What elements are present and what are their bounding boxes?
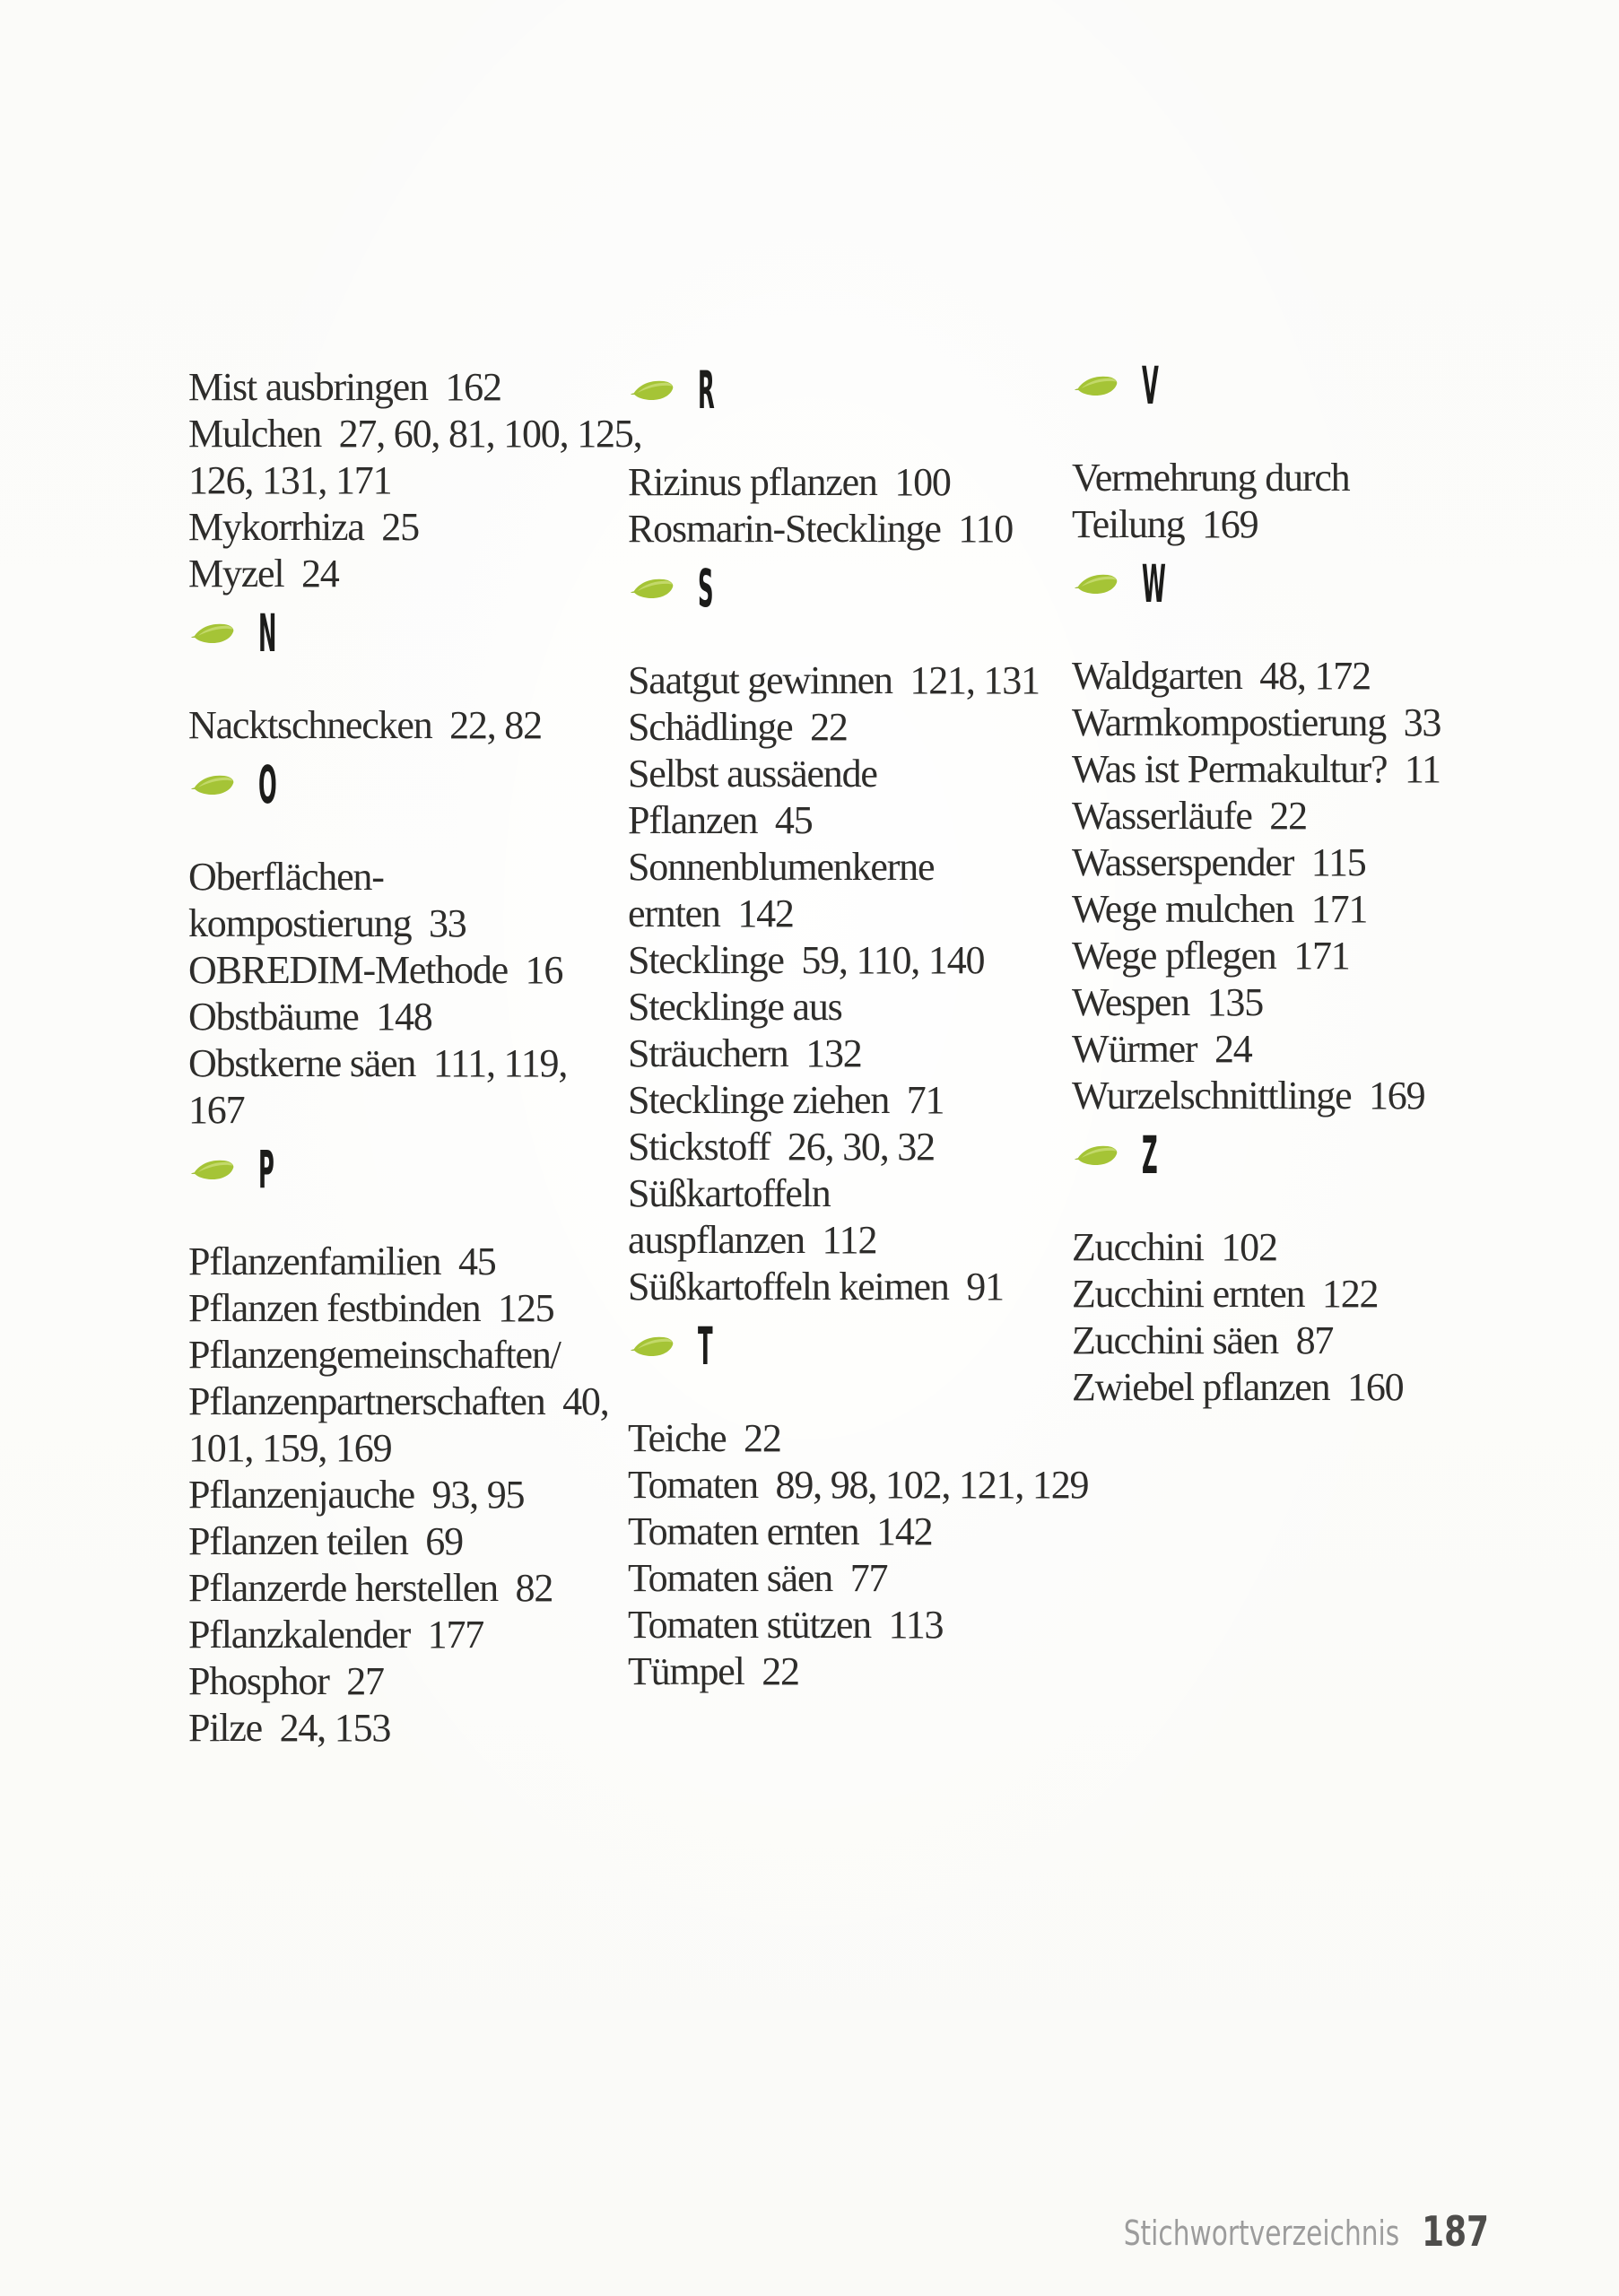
section-letter: R bbox=[698, 360, 715, 421]
index-entry-line: Pflanzen 45 bbox=[628, 798, 813, 842]
index-entry-line: Obstkerne säen 111, 119, bbox=[188, 1041, 568, 1085]
index-entry-line: Waldgarten 48, 172 bbox=[1072, 654, 1371, 698]
index-entry-line: Tomaten 89, 98, 102, 121, 129 bbox=[628, 1463, 1089, 1507]
leaf-icon bbox=[1074, 569, 1120, 599]
index-entry-line: Sträuchern 132 bbox=[628, 1031, 862, 1075]
section-heading-W bbox=[1072, 553, 1538, 614]
index-entry-line: Stecklinge 59, 110, 140 bbox=[628, 938, 985, 982]
index-entry-line: 101, 159, 169 bbox=[188, 1426, 392, 1470]
index-entry-line: 167 bbox=[188, 1088, 245, 1132]
index-entry-line: Tomaten stützen 113 bbox=[628, 1603, 944, 1647]
index-column-3 bbox=[1072, 355, 1538, 1411]
index-entry-line: Mulchen 27, 60, 81, 100, 125, bbox=[188, 412, 642, 456]
index-column-1 bbox=[188, 364, 642, 1752]
index-entry-line: Warmkompostierung 33 bbox=[1072, 700, 1441, 744]
section-letter: Z bbox=[1142, 1125, 1158, 1186]
section-letter: P bbox=[258, 1139, 274, 1200]
index-entry-line: Wasserläufe 22 bbox=[1072, 794, 1307, 838]
index-entry-line: Rizinus pflanzen 100 bbox=[628, 460, 951, 504]
section-heading-P bbox=[188, 1139, 637, 1200]
leaf-icon bbox=[630, 375, 676, 405]
index-entry-line: Wurzelschnittlinge 169 bbox=[1072, 1074, 1425, 1118]
index-entry-line: Würmer 24 bbox=[1072, 1027, 1252, 1071]
index-entry-line: Pflanzen festbinden 125 bbox=[188, 1286, 554, 1330]
index-entry-line: Teilung 169 bbox=[1072, 502, 1258, 546]
index-entry-line: Oberflächen- bbox=[188, 855, 384, 899]
index-entry-line: Pflanzkalender 177 bbox=[188, 1613, 484, 1657]
index-entry-line: Süßkartoffeln keimen 91 bbox=[628, 1265, 1004, 1309]
section-letter: N bbox=[258, 603, 277, 664]
index-entry-line: Was ist Permakultur? 11 bbox=[1072, 747, 1441, 791]
section-letter: S bbox=[698, 558, 714, 619]
index-entry-line: Pflanzenfamilien 45 bbox=[188, 1239, 496, 1283]
section-heading-S bbox=[628, 558, 1076, 619]
index-entry-line: ernten 142 bbox=[628, 891, 794, 935]
index-entry-line: Obstbäume 148 bbox=[188, 995, 432, 1039]
index-entry-line: Zucchini 102 bbox=[1072, 1225, 1277, 1269]
index-entry-line: Süßkartoffeln bbox=[628, 1171, 831, 1215]
index-entry-line: 126, 131, 171 bbox=[188, 458, 392, 502]
leaf-icon bbox=[1074, 370, 1120, 401]
section-heading-T bbox=[628, 1316, 1076, 1377]
section-heading-V bbox=[1072, 355, 1538, 416]
index-entry-line: kompostierung 33 bbox=[188, 901, 466, 945]
index-entry-line: Saatgut gewinnen 121, 131 bbox=[628, 658, 1040, 702]
index-entry-line: Sonnenblumenkerne bbox=[628, 845, 935, 889]
section-letter: W bbox=[1142, 553, 1166, 614]
footer-section-label: Stichwortverzeichnis bbox=[1123, 2213, 1399, 2253]
index-entry-line: Nacktschnecken 22, 82 bbox=[188, 703, 542, 747]
index-entry-line: Vermehrung durch bbox=[1072, 456, 1350, 500]
index-column-2 bbox=[628, 360, 1089, 1695]
leaf-icon bbox=[190, 770, 237, 800]
index-entry-line: Mist ausbringen 162 bbox=[188, 365, 501, 409]
index-entry-line: Zucchini ernten 122 bbox=[1072, 1272, 1379, 1316]
index-entry-line: Schädlinge 22 bbox=[628, 705, 848, 749]
index-entry-line: Wespen 135 bbox=[1072, 980, 1263, 1024]
index-entry-line: Wege pflegen 171 bbox=[1072, 934, 1350, 978]
index-entry-line: Wasserspender 115 bbox=[1072, 840, 1366, 884]
index-entry-line: Tümpel 22 bbox=[628, 1649, 799, 1693]
index-entry-line: Pflanzen teilen 69 bbox=[188, 1519, 463, 1563]
index-entry-line: Mykorrhiza 25 bbox=[188, 505, 419, 549]
leaf-icon bbox=[630, 1331, 676, 1361]
index-entry-line: auspflanzen 112 bbox=[628, 1218, 877, 1262]
leaf-icon bbox=[190, 1154, 237, 1185]
index-entry-line: Tomaten säen 77 bbox=[628, 1556, 888, 1600]
index-entry-line: Pflanzengemeinschaften/ bbox=[188, 1333, 561, 1377]
section-letter: V bbox=[1142, 355, 1159, 416]
index-entry-line: Stecklinge ziehen 71 bbox=[628, 1078, 944, 1122]
section-heading-N bbox=[188, 603, 637, 664]
index-entry-line: Zucchini säen 87 bbox=[1072, 1318, 1334, 1362]
index-entry-line: Myzel 24 bbox=[188, 552, 339, 596]
index-entry-line: Pflanzerde herstellen 82 bbox=[188, 1566, 553, 1610]
index-entry-line: Rosmarin-Stecklinge 110 bbox=[628, 507, 1014, 551]
leaf-icon bbox=[1074, 1140, 1120, 1170]
section-heading-Z bbox=[1072, 1125, 1538, 1186]
index-entry-line: Pflanzenpartnerschaften 40, bbox=[188, 1379, 609, 1423]
index-entry-line: Zwiebel pflanzen 160 bbox=[1072, 1365, 1404, 1409]
section-heading-R bbox=[628, 360, 1076, 421]
index-entry-line: Wege mulchen 171 bbox=[1072, 887, 1368, 931]
leaf-icon bbox=[190, 618, 237, 648]
index-entry-line: Stickstoff 26, 30, 32 bbox=[628, 1125, 935, 1169]
index-entry-line: Pilze 24, 153 bbox=[188, 1706, 391, 1750]
section-letter: O bbox=[258, 754, 277, 815]
section-heading-O bbox=[188, 754, 637, 815]
index-entry-line: OBREDIM-Methode 16 bbox=[188, 948, 563, 992]
index-entry-line: Pflanzenjauche 93, 95 bbox=[188, 1473, 525, 1517]
footer-page-number: 187 bbox=[1422, 2207, 1489, 2256]
leaf-icon bbox=[630, 573, 676, 604]
index-entry-line: Stecklinge aus bbox=[628, 985, 842, 1029]
index-entry-line: Teiche 22 bbox=[628, 1416, 781, 1460]
section-letter: T bbox=[698, 1316, 713, 1377]
index-entry-line: Tomaten ernten 142 bbox=[628, 1509, 933, 1553]
index-entry-line: Selbst aussäende bbox=[628, 752, 877, 796]
index-entry-line: Phosphor 27 bbox=[188, 1659, 384, 1703]
